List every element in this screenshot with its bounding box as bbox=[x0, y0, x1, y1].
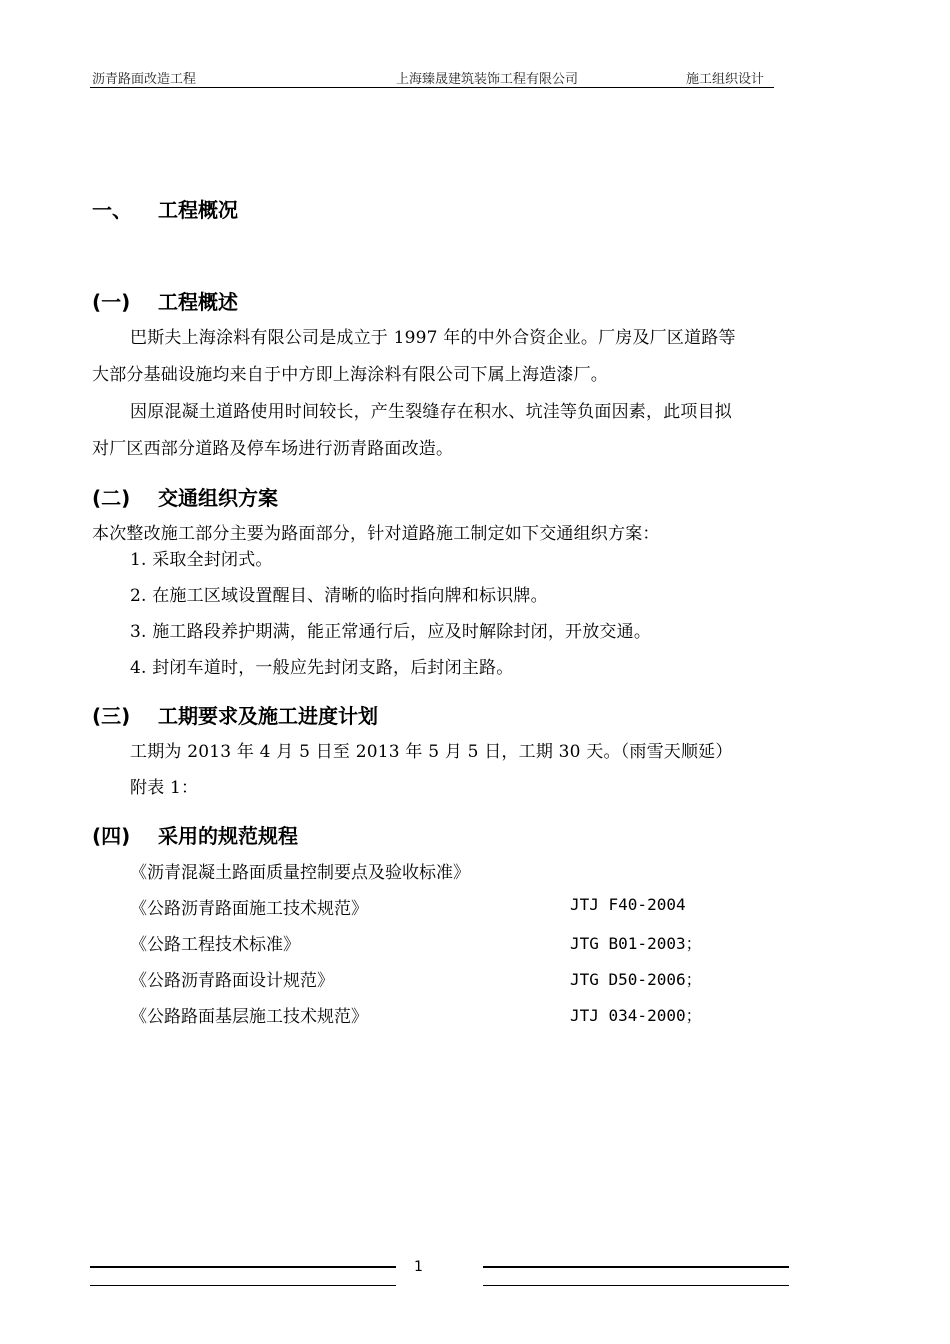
page-number: 1 bbox=[414, 1259, 423, 1275]
footer-rule-left-bottom bbox=[90, 1285, 396, 1286]
footer-rule-left-top bbox=[90, 1266, 396, 1268]
footer-rule-right-bottom bbox=[483, 1285, 789, 1286]
traffic-item-4: 4. 封闭车道时，一般应先封闭支路，后封闭主路。 bbox=[130, 658, 514, 678]
overview-paragraph-2-line-2: 对厂区西部分道路及停车场进行沥青路面改造。 bbox=[92, 439, 454, 459]
page-header bbox=[90, 67, 774, 88]
schedule-line-1: 工期为 2013 年 4 月 5 日至 2013 年 5 月 5 日，工期 30 天。（雨雪天顺延） bbox=[130, 742, 733, 762]
standard-name-2: 《公路沥青路面施工技术规范》 bbox=[130, 899, 368, 919]
footer-rule-right-top bbox=[483, 1266, 789, 1268]
section-title: 工程概述 bbox=[158, 290, 238, 314]
traffic-item-2: 2. 在施工区域设置醒目、清晰的临时指向牌和标识牌。 bbox=[130, 586, 548, 606]
schedule-line-2: 附表 1： bbox=[130, 778, 199, 798]
standard-name-4: 《公路沥青路面设计规范》 bbox=[130, 971, 334, 991]
standard-name-3: 《公路工程技术标准》 bbox=[130, 935, 300, 955]
section-number: (四) bbox=[92, 824, 131, 848]
chapter-number: 一、 bbox=[92, 198, 132, 222]
chapter-title: 工程概况 bbox=[158, 198, 238, 222]
traffic-intro: 本次整改施工部分主要为路面部分，针对道路施工制定如下交通组织方案： bbox=[92, 524, 660, 544]
standard-code-4: JTG D50-2006； bbox=[570, 970, 702, 989]
section-title: 工期要求及施工进度计划 bbox=[158, 704, 378, 728]
section-number: (二) bbox=[92, 486, 131, 510]
standard-code-3: JTG B01-2003； bbox=[570, 934, 702, 953]
section-title: 采用的规范规程 bbox=[158, 824, 298, 848]
header-doc-type: 施工组织设计 bbox=[686, 72, 765, 87]
traffic-item-1: 1. 采取全封闭式。 bbox=[130, 550, 273, 570]
header-company-name: 上海臻晟建筑装饰工程有限公司 bbox=[396, 72, 579, 87]
overview-paragraph-2-line-1: 因原混凝土道路使用时间较长，产生裂缝存在积水、坑洼等负面因素，此项目拟 bbox=[130, 402, 732, 422]
standard-code-2: JTJ F40-2004 bbox=[570, 895, 686, 914]
standard-name-1: 《沥青混凝土路面质量控制要点及验收标准》 bbox=[130, 863, 470, 883]
standard-name-5: 《公路路面基层施工技术规范》 bbox=[130, 1007, 368, 1027]
section-number: (一) bbox=[92, 290, 131, 314]
overview-paragraph-1-line-1: 巴斯夫上海涂料有限公司是成立于 1997 年的中外合资企业。厂房及厂区道路等 bbox=[130, 328, 736, 348]
section-title: 交通组织方案 bbox=[158, 486, 278, 510]
section-number: (三) bbox=[92, 704, 131, 728]
overview-paragraph-1-line-2: 大部分基础设施均来自于中方即上海涂料有限公司下属上海造漆厂。 bbox=[92, 365, 608, 385]
header-project-name: 沥青路面改造工程 bbox=[92, 72, 197, 87]
traffic-item-3: 3. 施工路段养护期满，能正常通行后，应及时解除封闭，开放交通。 bbox=[130, 622, 652, 642]
standard-code-5: JTJ 034-2000； bbox=[570, 1006, 702, 1025]
